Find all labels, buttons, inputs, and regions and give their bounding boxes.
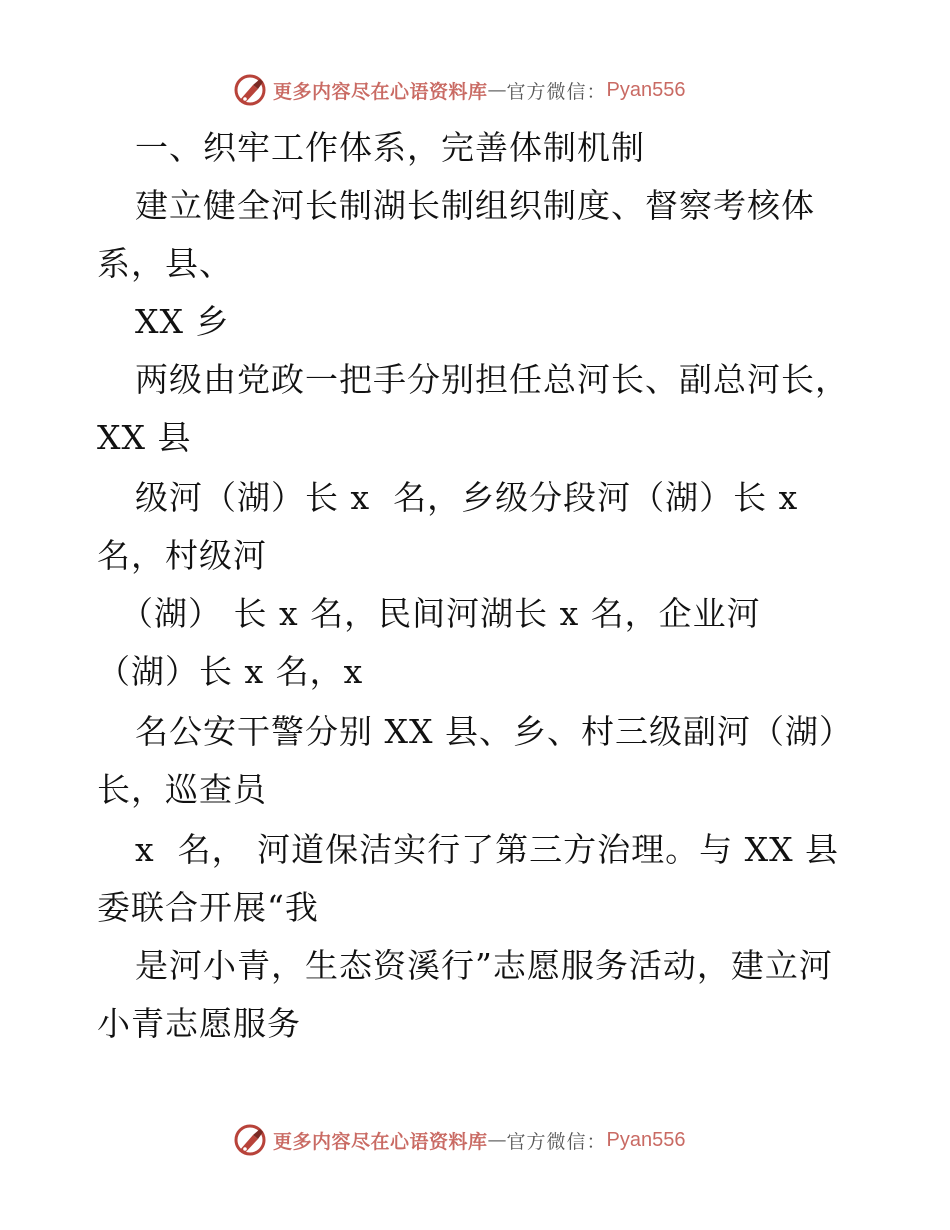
section-heading: 一、织牢工作体系，完善体制机制 <box>135 128 645 167</box>
text-line: XX 县 <box>97 418 192 457</box>
pen-logo-icon <box>233 1123 267 1157</box>
text-line: （湖）长 x 名，x <box>97 652 364 691</box>
text-line: x 名， 河道保洁实行了第三方治理。与 XX 县 <box>135 830 840 869</box>
text-line: 名，村级河 <box>97 536 267 575</box>
watermark-brand: 更多内容尽在心语资料库 <box>273 80 488 103</box>
header-watermark <box>233 72 686 108</box>
footer-watermark <box>233 1122 686 1158</box>
text-line: 两级由党政一把手分别担任总河长、副总河长， <box>135 360 849 399</box>
text-line: 小青志愿服务 <box>97 1004 301 1043</box>
watermark-dash: — <box>487 79 507 101</box>
text-line: 名公安干警分别 XX 县、乡、村三级副河（湖） <box>135 712 853 751</box>
text-line: 系，县、 <box>97 244 233 283</box>
text-line: 是河小青，生态资溪行”志愿服务活动，建立河 <box>135 946 833 985</box>
watermark-label: 官方微信： <box>506 1130 607 1153</box>
watermark-label: 官方微信： <box>506 80 607 103</box>
watermark-brand: 更多内容尽在心语资料库 <box>273 1130 488 1153</box>
watermark-id: Pyan556 <box>606 1128 686 1151</box>
text-line: 建立健全河长制湖长制组织制度、督察考核体 <box>135 186 815 225</box>
pen-logo-icon <box>233 73 267 107</box>
text-line: （湖） 长 x 名，民间河湖长 x 名，企业河 <box>120 594 761 633</box>
text-line: XX 乡 <box>135 302 230 341</box>
watermark-id: Pyan556 <box>606 78 686 101</box>
watermark-dash: — <box>487 1129 507 1151</box>
text-line: 长，巡查员 <box>97 770 267 809</box>
text-line: 级河（湖）长 x 名，乡级分段河（湖）长 x <box>135 478 799 517</box>
text-line: 委联合开展“我 <box>97 888 319 927</box>
